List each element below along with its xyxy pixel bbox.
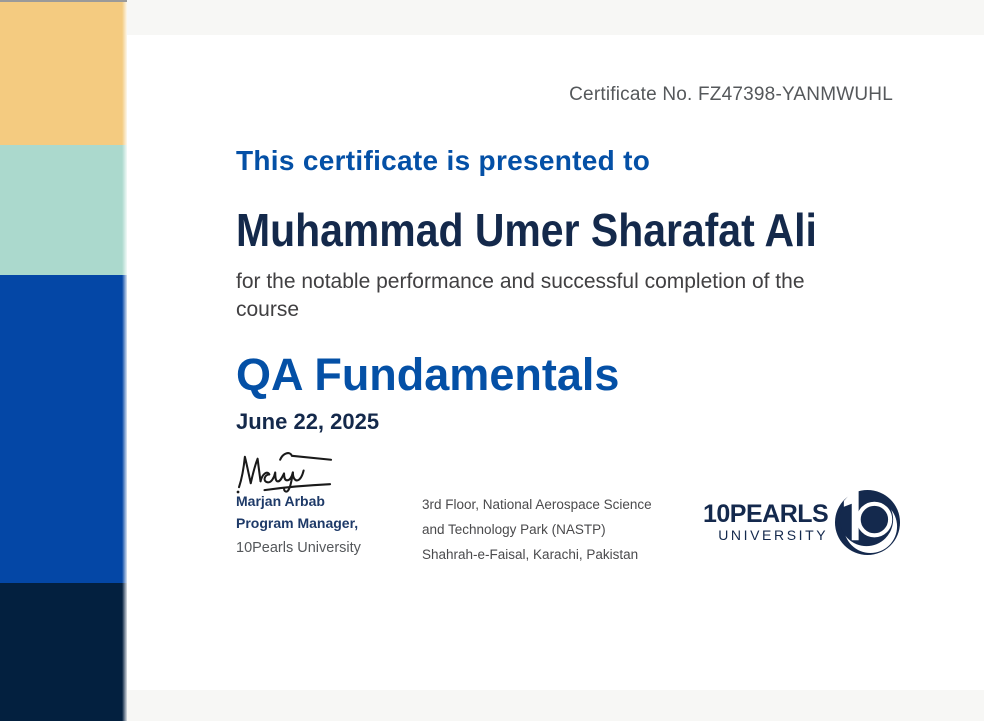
stripe-block-orange <box>0 2 127 145</box>
campus-address <box>422 492 652 567</box>
signature-scribble-icon <box>235 447 337 494</box>
recipient-name: Muhammad Umer Sharafat Ali <box>236 204 817 256</box>
stripe-block-navy <box>0 583 127 721</box>
certificate-card <box>127 35 984 690</box>
logo-brand-text: 10PEARLS <box>703 500 829 528</box>
logo-subtitle-text: UNIVERSITY <box>718 527 829 543</box>
tenpearls-university-logo <box>703 488 901 556</box>
signer-organization: 10Pearls University <box>236 540 361 556</box>
top-margin-band <box>127 0 984 35</box>
tenpearls-mark-icon <box>834 489 901 556</box>
tenpearls-logo-text <box>703 501 828 543</box>
signature-block <box>236 490 361 559</box>
stripe-block-mint <box>0 145 127 275</box>
course-title: QA Fundamentals <box>236 349 620 400</box>
address-line: Shahrah-e-Faisal, Karachi, Pakistan <box>422 547 639 562</box>
left-color-stripe <box>0 0 127 721</box>
completion-date: June 22, 2025 <box>236 409 380 434</box>
presented-heading: This certificate is presented to <box>236 145 651 176</box>
bottom-margin-band <box>127 690 984 721</box>
stripe-block-blue <box>0 275 127 583</box>
description-text: for the notable performance and successful completion of the course <box>236 270 805 321</box>
certificate-number: Certificate No. FZ47398-YANMWUHL <box>569 84 893 105</box>
address-line: and Technology Park (NASTP) <box>422 522 606 537</box>
signer-name: Marjan Arbab <box>236 493 325 509</box>
address-line: 3rd Floor, National Aerospace Science <box>422 497 652 512</box>
signer-title: Program Manager, <box>236 515 359 531</box>
